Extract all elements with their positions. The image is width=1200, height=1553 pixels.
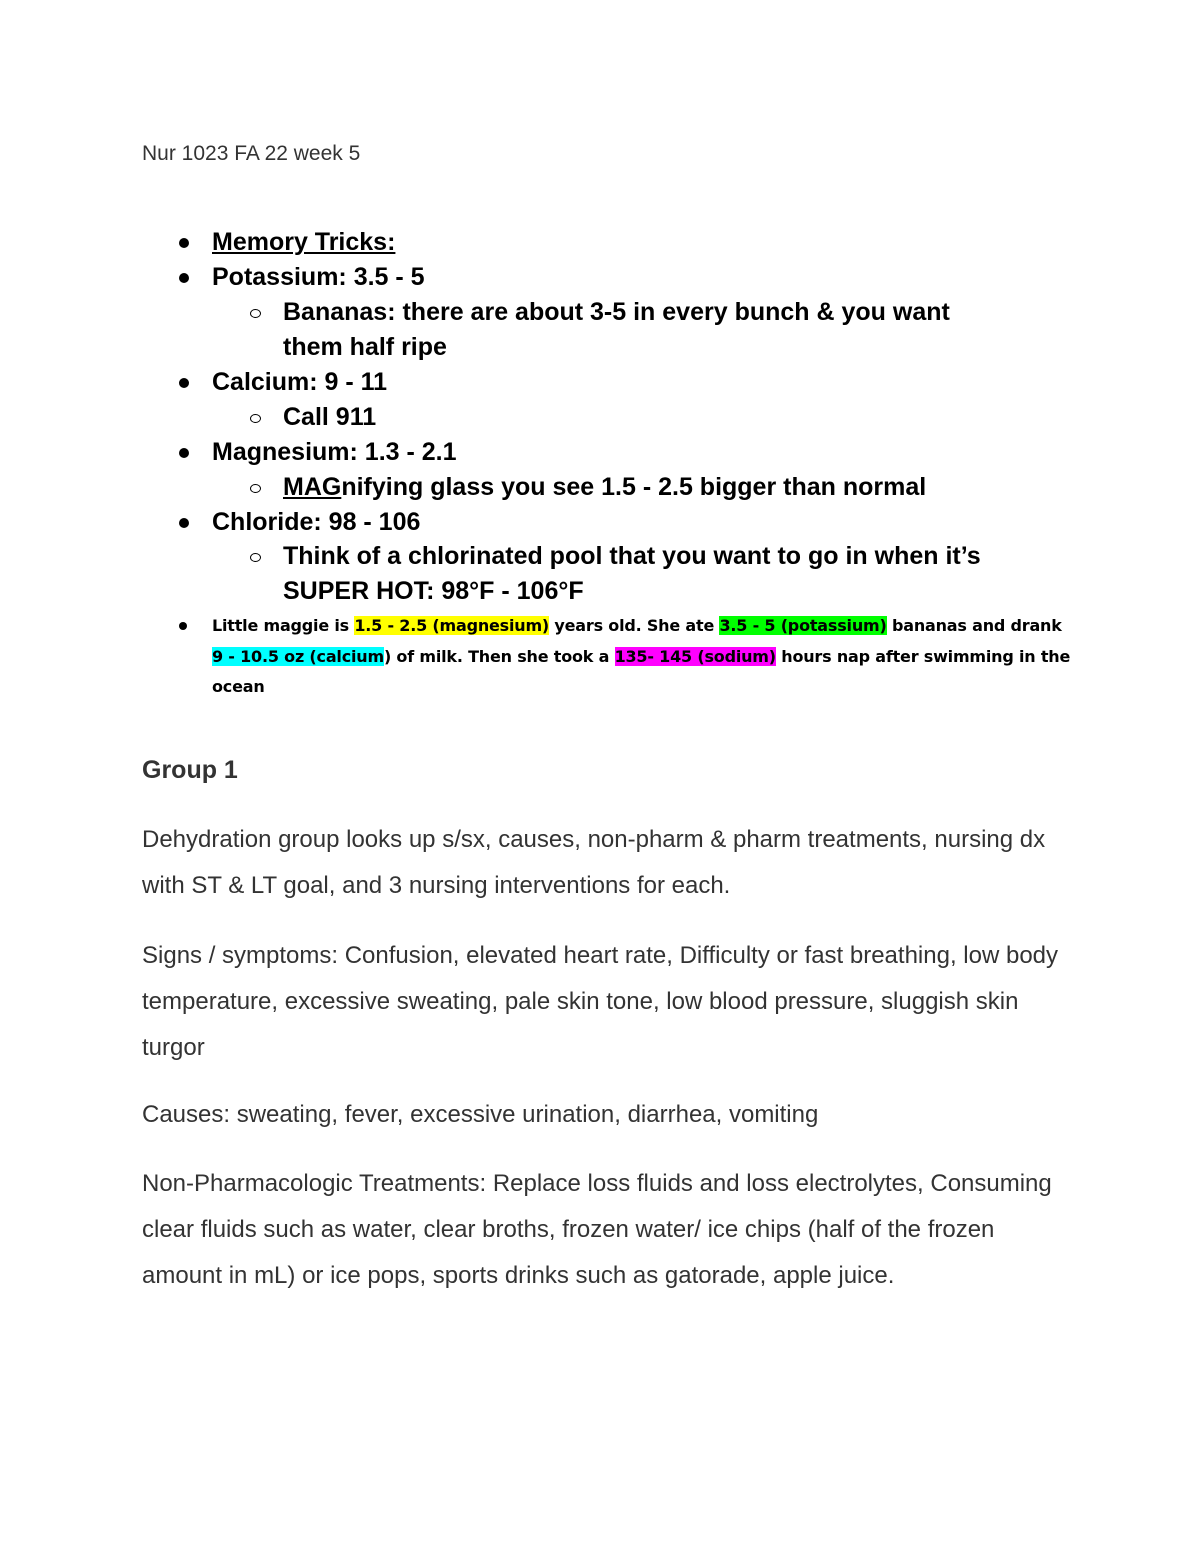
chloride-item: Chloride: 98 - 106 [212,508,421,536]
story-text: ) of milk. Then she took a [383,646,615,666]
potassium-item: Potassium: 3.5 - 5 [212,263,425,291]
story-text: hours nap after swimming in the ocean [212,646,1071,696]
bullet-dot-icon [179,238,189,248]
bullet-dot-icon [179,518,189,528]
non-pharm-treatments: Non-Pharmacologic Treatments: Replace loss fluids and loss electrolytes, Consuming clear fluids such as water, clear broths, frozen water/ ice chips (half of the frozen amount in mL) or ice pops, sports drinks such as gatorade, apple juice. [142,1170,1052,1289]
story-text: bananas and drank [886,616,1062,635]
causes: Causes: sweating, fever, excessive urination, diarrhea, vomiting [142,1101,819,1128]
pool-line-1: Think of a chlorinated pool that you want to go in when it’s [283,542,981,570]
call-911-item: Call 911 [283,403,377,431]
pool-line-2: SUPER HOT: 98°F - 106°F [283,577,584,605]
magnesium-item: Magnesium: 1.3 - 2.1 [212,438,457,466]
signs-symptoms: Signs / symptoms: Confusion, elevated heart rate, Difficulty or fast breathing, low body temperature, excessive sweating, pale skin tone, low blood pressure, sluggish skin turgor [142,942,1059,1061]
memory-tricks-heading: Memory Tricks: [212,228,396,256]
document-title: Nur 1023 FA 22 week 5 [142,142,361,165]
highlight-calcium: 9 - 10.5 oz (calcium [212,646,384,666]
highlight-sodium: 135- 145 (sodium) [614,646,776,666]
group-intro: Dehydration group looks up s/sx, causes, non-pharm & pharm treatments, nursing dx with ST & LT goal, and 3 nursing interventions for each. [142,826,1046,899]
bullet-circle-icon [250,484,261,493]
mag-rest: nifying glass you see 1.5 - 2.5 bigger than normal [341,473,927,501]
bullet-dot-icon [179,622,187,630]
bullet-dot-icon [179,448,189,458]
bullet-circle-icon [250,553,261,562]
maggie-story [212,611,1072,703]
calcium-item: Calcium: 9 - 11 [212,368,388,396]
bananas-line-2: them half ripe [283,333,447,361]
bullet-circle-icon [250,414,261,423]
group-heading: Group 1 [142,756,238,784]
story-text: years old. She ate [549,616,720,635]
bullet-dot-icon [179,378,189,388]
bullet-circle-icon [250,309,261,318]
mag-prefix: MAG [283,473,342,501]
story-text: Little maggie is [212,616,355,635]
bullet-dot-icon [179,273,189,283]
bananas-line-1: Bananas: there are about 3-5 in every bunch & you want [283,298,950,326]
highlight-potassium: 3.5 - 5 (potassium) [719,616,887,635]
magnifying-glass-item [283,470,926,505]
highlight-magnesium: 1.5 - 2.5 (magnesium) [354,616,550,635]
